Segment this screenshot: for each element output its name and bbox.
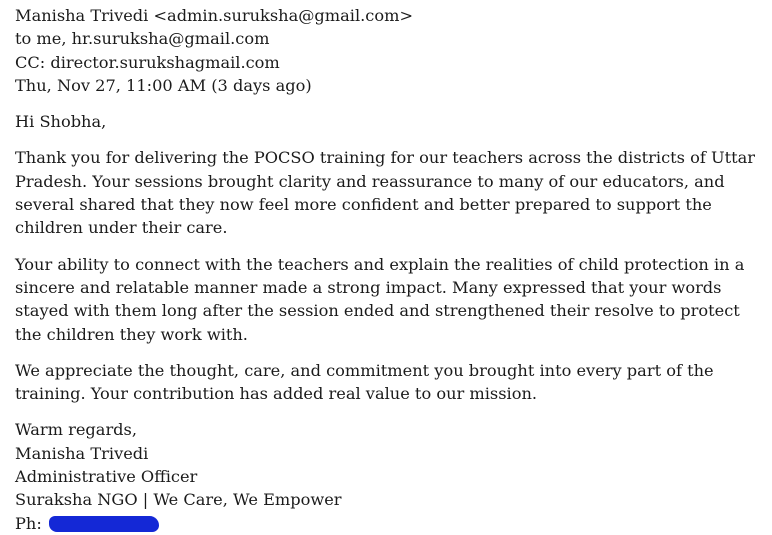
greeting: Hi Shobha,: [15, 112, 107, 132]
signature-name: Manisha Trivedi: [15, 443, 149, 463]
signature-org: Suraksha NGO | We Care, We Empower: [15, 490, 342, 510]
signature-phone: [15, 512, 767, 535]
body-paragraph-2: Your ability to connect with the teachers and explain the realities of child protection in a sincere and relatable manner made a strong impact. Many expressed that your words stayed with them long after the session ended and strengthened their resolve to protect the children they work with.: [15, 254, 745, 344]
body-paragraph-1: Thank you for delivering the POCSO training for our teachers across the districts of Uttar Pradesh. Your sessions brought clarity and reassurance to many of our educators, and several shared that they now feel more confident and better prepared to support the children under their care.: [15, 148, 756, 238]
body-paragraph-3: We appreciate the thought, care, and commitment you brought into every part of the training. Your contribution has added real value to our mission.: [15, 360, 714, 404]
phone-label: Ph:: [15, 513, 42, 533]
sender-line[interactable]: Manisha Trivedi <admin.suruksha@gmail.com>: [15, 6, 414, 25]
recipients-line[interactable]: to me, hr.suruksha@gmail.com: [15, 29, 270, 49]
redaction-mark: [49, 516, 159, 532]
email-message: [15, 4, 767, 535]
cc-line: CC: director.surukshagmail.com: [15, 52, 280, 72]
signature-closing: Warm regards,: [15, 420, 137, 440]
signature-title: Administrative Officer: [15, 467, 198, 487]
date-line: Thu, Nov 27, 11:00 AM (3 days ago): [15, 75, 312, 95]
